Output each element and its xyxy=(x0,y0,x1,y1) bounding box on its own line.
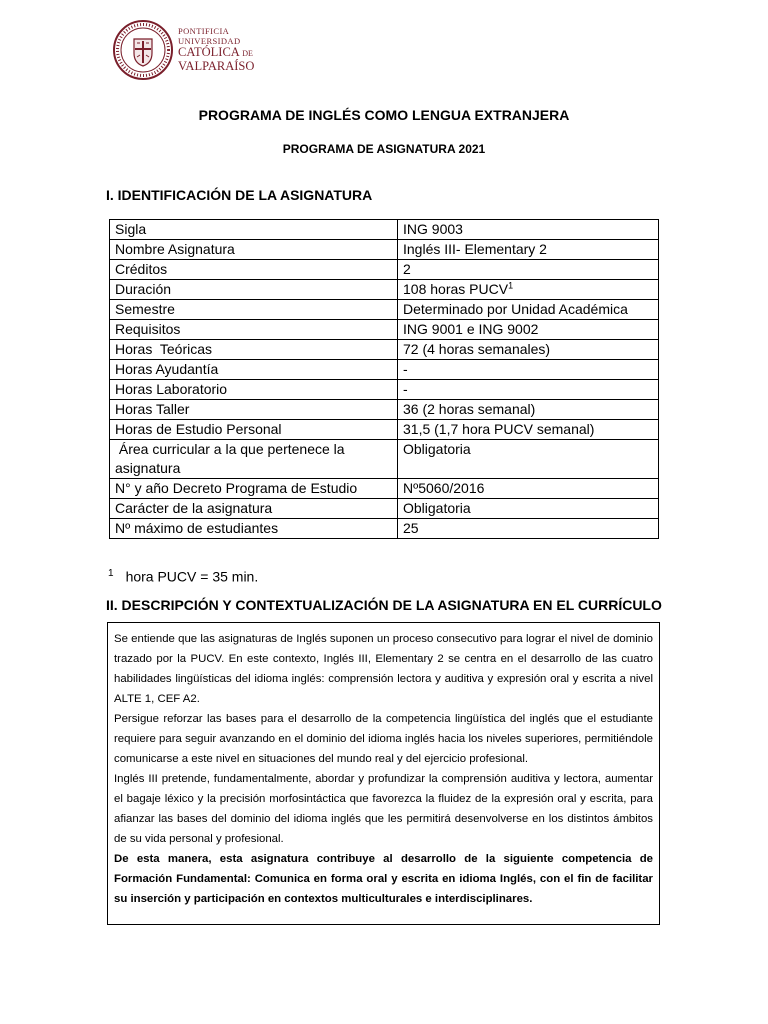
table-row xyxy=(110,400,659,420)
row-key: Área curricular a la que pertenece la asignatura xyxy=(110,440,398,479)
row-value: Nº5060/2016 xyxy=(398,479,659,499)
row-key: Duración xyxy=(110,280,398,300)
row-key: N° y año Decreto Programa de Estudio xyxy=(110,479,398,499)
table-row xyxy=(110,479,659,499)
description-paragraph: Persigue reforzar las bases para el desarrollo de la competencia lingüística del inglés que el estudiante requiere para seguir avanzando en el dominio del idioma inglés hacia los niveles superiores, permitiéndole comunicarse a este nivel en situaciones del mundo real y del ejercicio profesional. xyxy=(114,713,653,765)
table-row xyxy=(110,240,659,260)
row-key: Nº máximo de estudiantes xyxy=(110,519,398,539)
document-subtitle: PROGRAMA DE ASIGNATURA 2021 xyxy=(282,142,486,156)
document-title: PROGRAMA DE INGLÉS COMO LENGUA EXTRANJERA xyxy=(198,107,570,123)
row-key: Horas Ayudantía xyxy=(110,360,398,380)
table-row xyxy=(110,420,659,440)
section-1-heading: I. IDENTIFICACIÓN DE LA ASIGNATURA xyxy=(106,187,373,203)
description-paragraph: Inglés III pretende, fundamentalmente, abordar y profundizar la comprensión auditiva y lectora, aumentar el bagaje léxico y la precisión morfosintáctica que favorezca la fluidez de la expresión oral y escrita, para afianzar las bases del dominio del idioma inglés que les permitirá desenvolverse en los distintos ámbitos de su vida personal y profesional. xyxy=(114,773,653,845)
description-box xyxy=(107,622,660,925)
row-value: 72 (4 horas semanales) xyxy=(398,340,659,360)
logo-line-4: VALPARAÍSO xyxy=(178,58,255,73)
table-row xyxy=(110,440,659,479)
row-key: Créditos xyxy=(110,260,398,280)
row-key: Sigla xyxy=(110,220,398,240)
logo-line-2: UNIVERSIDAD xyxy=(178,35,241,46)
row-value: 2 xyxy=(398,260,659,280)
university-name xyxy=(178,27,254,73)
row-key: Nombre Asignatura xyxy=(110,240,398,260)
row-key: Horas Teóricas xyxy=(110,340,398,360)
table-row xyxy=(110,260,659,280)
table-row xyxy=(110,519,659,539)
row-value: ING 9001 e ING 9002 xyxy=(398,320,659,340)
row-value: - xyxy=(398,380,659,400)
footnote xyxy=(108,568,258,585)
row-value: ING 9003 xyxy=(398,220,659,240)
row-key: Horas Laboratorio xyxy=(110,380,398,400)
row-value: Inglés III- Elementary 2 xyxy=(398,240,659,260)
row-value: 108 horas PUCV$^1$ xyxy=(398,280,659,300)
row-value: - xyxy=(398,360,659,380)
row-key: Horas Taller xyxy=(110,400,398,420)
row-value: 31,5 (1,7 hora PUCV semanal) xyxy=(398,420,659,440)
row-value: 36 (2 horas semanal) xyxy=(398,400,659,420)
row-key: Horas de Estudio Personal xyxy=(110,420,398,440)
logo-line-1: PONTIFICIA xyxy=(178,26,230,36)
table-row xyxy=(110,499,659,519)
row-key: Requisitos xyxy=(110,320,398,340)
table-row xyxy=(110,280,659,300)
footnote-text: hora PUCV = 35 min. xyxy=(125,568,259,585)
section-2-heading: II. DESCRIPCIÓN Y CONTEXTUALIZACIÓN DE LA ASIGNATURA EN EL CURRÍCULO xyxy=(106,597,662,613)
university-seal-icon xyxy=(112,19,174,81)
row-value: Obligatoria xyxy=(398,440,659,479)
row-value: 25 xyxy=(398,519,659,539)
table-row xyxy=(110,340,659,360)
table-row xyxy=(110,360,659,380)
university-logo xyxy=(112,18,255,82)
table-row xyxy=(110,300,659,320)
identification-table xyxy=(109,219,659,539)
description-paragraph: Se entiende que las asignaturas de Inglés suponen un proceso consecutivo para lograr el nivel de dominio trazado por la PUCV. En este contexto, Inglés III, Elementary 2 se centra en el desarrollo de las cuatro habilidades lingüísticas del idioma inglés: comprensión lectora y auditiva y expresión oral y escrita a nivel ALTE 1, CEF A2. xyxy=(114,633,653,705)
row-key: Semestre xyxy=(110,300,398,320)
logo-line-3: CATÓLICA DE xyxy=(178,45,253,59)
footnote-ref: 1 xyxy=(508,280,514,291)
row-value: Obligatoria xyxy=(398,499,659,519)
table-row xyxy=(110,320,659,340)
footnote-mark: 1 xyxy=(108,568,114,579)
table-row xyxy=(110,220,659,240)
row-key: Carácter de la asignatura xyxy=(110,499,398,519)
table-row xyxy=(110,380,659,400)
description-paragraph: De esta manera, esta asignatura contribuye al desarrollo de la siguiente competencia de Formación Fundamental: Comunica en forma oral y escrita en idioma Inglés, con el fin de facilitar su inserción y participación en contextos multiculturales e interdisciplinares. xyxy=(114,853,653,905)
row-value: Determinado por Unidad Académica xyxy=(398,300,659,320)
